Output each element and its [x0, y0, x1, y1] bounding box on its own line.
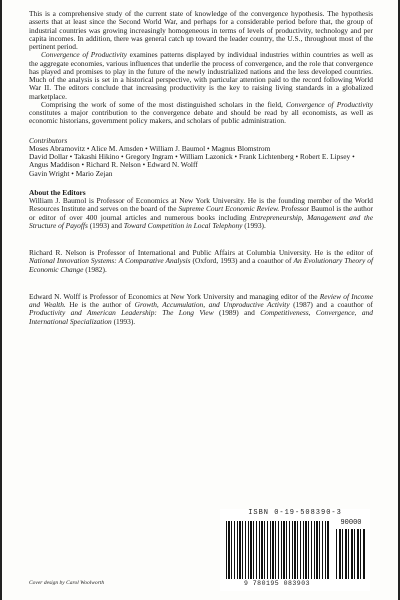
price-code: 90000	[340, 519, 362, 527]
addon-barcode-bars	[336, 529, 366, 579]
book-title: Convergence of Productivity	[41, 50, 128, 60]
cover-design-credit: Cover design by Carol Woolworth	[29, 580, 105, 586]
editors-heading: About the Editors	[29, 187, 86, 197]
ean-number: 9 780195 083903	[243, 580, 310, 587]
isbn-barcode	[220, 509, 370, 591]
intro-paragraph-1: This is a comprehensive study of the current state of knowledge of the convergence hypothesis. The hypothesis asserts that at least since the Second World War, and perhaps for a considerable period before that, the group of industrial countries was growing increasingly homogeneous in terms of levels of productivity, technology and per capita incomes. In addition, there was general catch up toward the leader country, the U.S., throughout most of the pertinent period.	[29, 9, 373, 51]
editor-bio-baumol: William J. Baumol is Professor of Economics at New York University. He is the founding member of the World Resources Institute and serves on the board of the Supreme Court Economic Review. Professor Baumol is the author or editor of over 400 journal articles and numerous books including Entrepreneurship, Management and the Structure of Payoffs (1993) and Toward Competition in Local Telephony (1993).	[29, 196, 373, 230]
cover-text	[29, 10, 373, 326]
editor-bio-nelson: Richard R. Nelson is Professor of International and Public Affairs at Columbia University. He is the editor of National Innovation Systems: A Comparative Analysis (Oxford, 1993) and a coauthor of An Evolutionary Theory of Economic Change (1982).	[29, 248, 373, 274]
intro-paragraph-3: Comprising the work of some of the most distinguished scholars in the field, Convergence of Productivity constitutes a major contribution to the convergence debate and should be read by all economists, as well as economic historians, government policy makers, and scholars of public administration.	[29, 99, 373, 126]
intro-paragraph-2: Convergence of Productivity examines patterns displayed by individual industries within countries as well as the aggregate economies, various influences that underlie the process of convergence, and the role that convergence has played and promises to play in the future of the newly industrialized nations and the less developed countries. Much of the analysis is set in a historical perspective, with particular attention paid to the record following World War II. The editors conclude that increasing productivity is the key to raising living standards in a globalized marketplace.	[29, 50, 373, 101]
contributors-line-3: Gavin Wright • Mario Zejan	[29, 168, 113, 178]
ean-barcode-bars	[226, 521, 330, 579]
book-title: Convergence of Productivity	[286, 99, 373, 109]
editor-bio-wolff: Edward N. Wolff is Professor of Economics at New York University and managing editor of the Review of Income and Wealth. He is the author of Growth, Accumulation, and Unproductive Activity (1987) and a coauthor of Productivity and American Leadership: The Long View (1989) and Competitiveness, Convergence, and International Specialization (1993).	[29, 291, 373, 326]
contributors-line-1: Moses Abramovitz • Alice M. Amsden • William J. Baumol • Magnus Blomstrom	[29, 143, 271, 153]
contributors-heading: Contributors	[29, 135, 68, 145]
contributors-line-2: David Dollar • Takashi Hikino • Gregory Ingram • William Lazonick • Frank Lichtenberg • Robert E. Lipsey • Angus Maddison • Richard R. Nelson • Edward N. Wolff	[29, 152, 355, 170]
isbn-number: ISBN 0-19-508390-3	[248, 509, 342, 517]
